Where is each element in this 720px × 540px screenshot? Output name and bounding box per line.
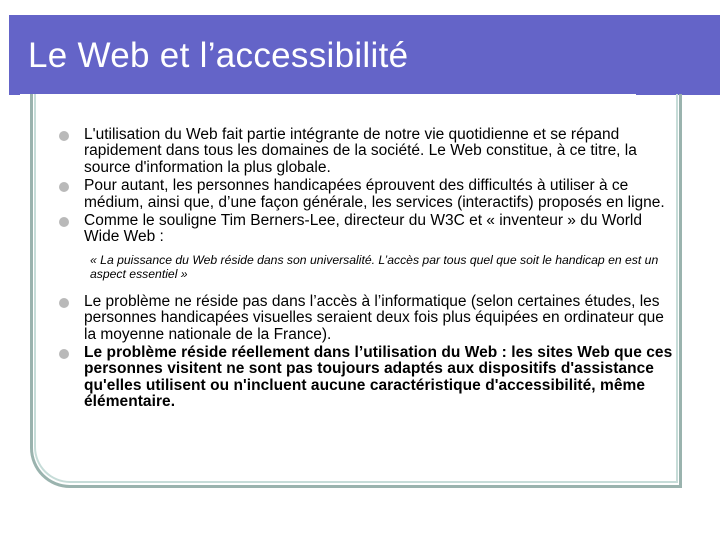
bullet-text: Le problème réside réellement dans l’utilisation du Web : les sites Web que ces personnes visitent ne sont pas toujours adaptés aux dispositifs d'assistance qu'elles utilisent ou n'incluent aucune caractéristique d'accessibilité, même élémentaire.: [84, 344, 673, 411]
bullet-dot-icon: [59, 298, 69, 308]
quote-text: « La puissance du Web réside dans son universalité. L’accès par tous quel que soit le handicap en est un aspect essentiel »: [90, 252, 659, 282]
bullet-dot-icon: [59, 217, 69, 227]
bullet-text: Comme le souligne Tim Berners-Lee, directeur du W3C et « inventeur » du World Wide Web :: [84, 212, 642, 246]
bullet-text: Pour autant, les personnes handicapées éprouvent des difficultés à utiliser à ce médium, ainsi que, d’une façon générale, les services (interactifs) proposés en ligne.: [84, 177, 665, 211]
slide-body: [59, 127, 673, 413]
slide-title: Le Web et l’accessibilité: [28, 36, 409, 75]
bullet-dot-icon: [59, 182, 69, 192]
list-item: [59, 213, 673, 246]
bullet-text: L'utilisation du Web fait partie intégrante de notre vie quotidienne et se répand rapidement dans tous les domaines de la société. Le Web constitue, à ce titre, la source d'information la plus globale.: [84, 126, 637, 176]
list-item: [59, 294, 673, 343]
bullet-dot-icon: [59, 131, 69, 141]
quote: [63, 253, 673, 282]
bullet-dot-icon: [59, 349, 69, 359]
list-item: [59, 345, 673, 411]
list-item: [59, 127, 673, 176]
list-item: [59, 178, 673, 211]
bullet-text: Le problème ne réside pas dans l’accès à l’informatique (selon certaines études, les personnes handicapées visuelles seraient deux fois plus équipées en ordinateur que la moyenne nationale de la France).: [84, 292, 664, 343]
